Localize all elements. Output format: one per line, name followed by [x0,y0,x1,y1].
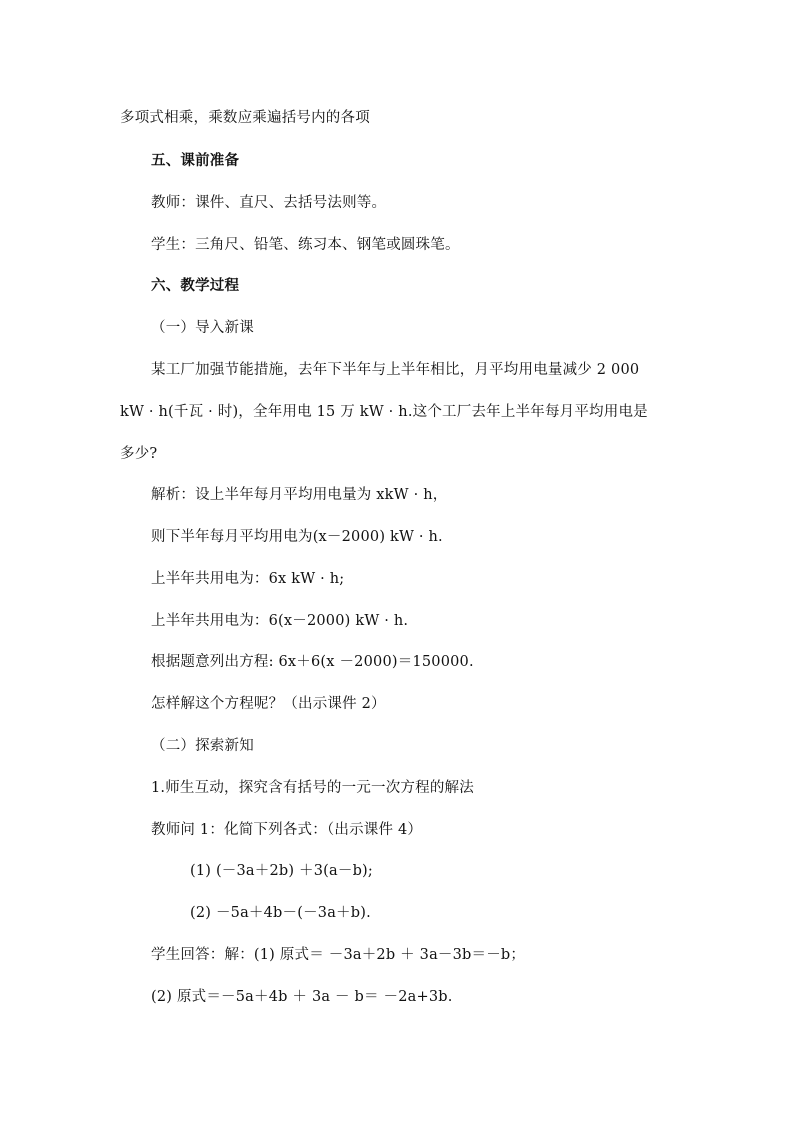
text-line: 多项式相乘，乘数应乘遍括号内的各项 [120,110,370,126]
text-line: 则下半年每月平均用电为(x－2000) kW · h. [151,529,443,545]
text-line: 怎样解这个方程呢？（出示课件 2） [151,696,386,712]
section-heading: 五、课前准备 [151,152,240,169]
text-line: 解析：设上半年每月平均用电量为 xkW · h， [151,487,448,503]
text-line: 学生：三角尺、铅笔、练习本、钢笔或圆珠笔。 [151,237,460,253]
text-line: 上半年共用电为：6(x－2000) kW · h. [151,613,409,629]
math-expression: (2) －5a＋4b－(－3a＋b). [190,905,371,921]
subsection-heading: （二）探索新知 [151,738,254,754]
text-line: 多少? [120,446,158,462]
text-line: 教师：课件、直尺、去括号法则等。 [151,195,387,211]
math-expression: (1) (－3a＋2b) ＋3(a－b); [190,863,373,879]
section-heading: 六、教学过程 [151,277,240,294]
text-line: 上半年共用电为：6x kW · h; [151,571,345,587]
text-line: 学生回答：解：(1) 原式＝ －3a＋2b ＋ 3a－3b＝－b； [151,947,526,963]
text-line: (2) 原式＝－5a＋4b ＋ 3a － b＝ －2a+3b. [151,989,453,1005]
text-line: 根据题意列出方程: 6x＋6(x －2000)＝150000. [151,654,474,670]
text-line: 1.师生互动，探究含有括号的一元一次方程的解法 [151,780,474,796]
text-line: 某工厂加强节能措施，去年下半年与上半年相比，月平均用电量减少 2 000 [151,362,640,378]
text-line: kW · h(千瓦 · 时)，全年用电 15 万 kW · h.这个工厂去年上半年每月平均用电是 [120,404,648,420]
subsection-heading: （一）导入新课 [151,320,254,336]
text-line: 教师问 1：化简下列各式：（出示课件 4） [151,822,423,838]
